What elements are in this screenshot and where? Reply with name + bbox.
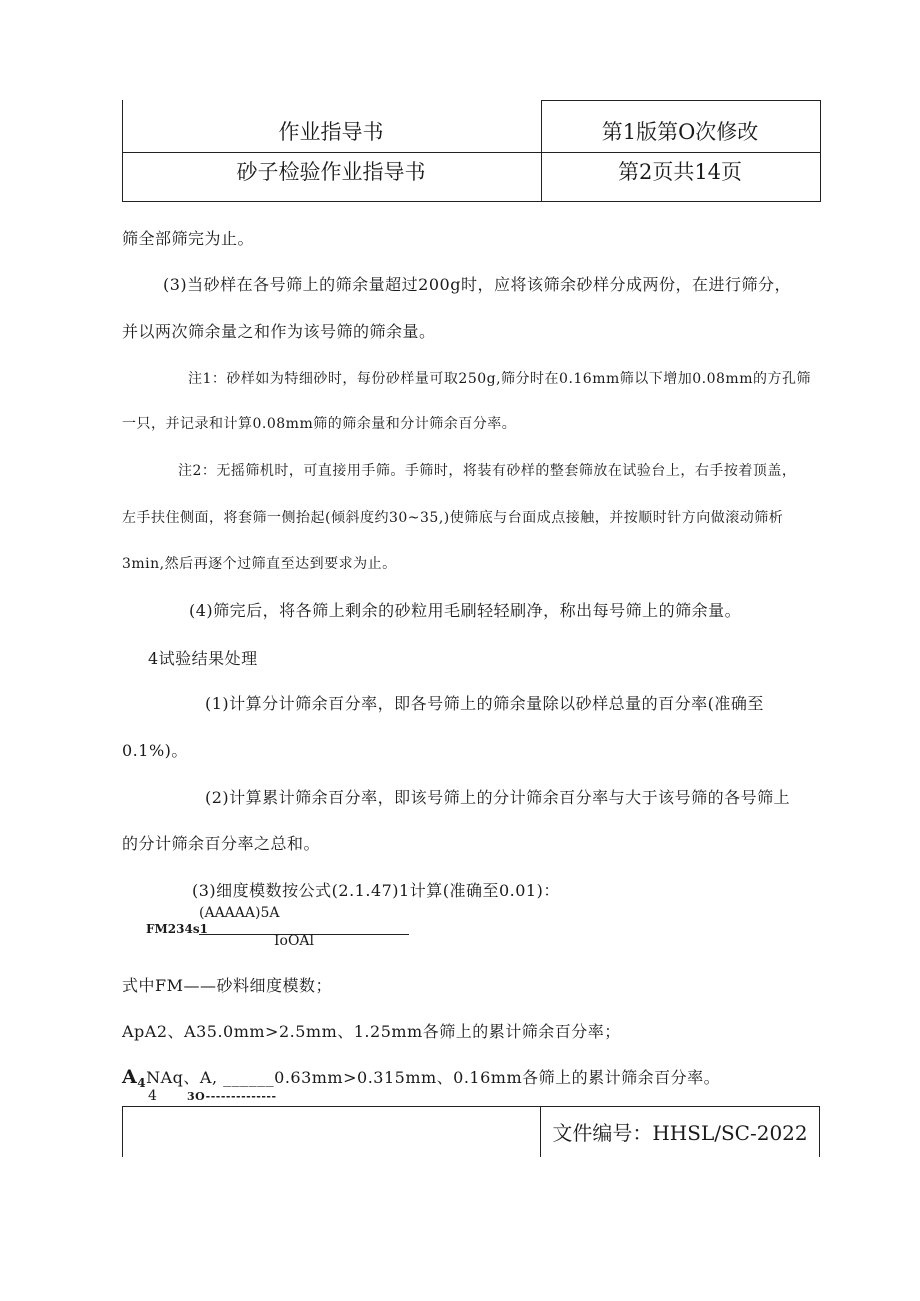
- result3: (3)细度模数按公式(2.1.47)1计算(准确至0.01)：: [192, 881, 560, 900]
- item3-a: (3)当砂样在各号筛上的筛余量超过200g时，应将该筛余砂样分成两份，在进行筛分，: [163, 275, 791, 294]
- note2-b: 左手扶住侧面，将套筛一侧抬起(倾斜度约30~35,)使筛底与台面成点接触，并按顺时针方向做滚动筛析: [122, 510, 784, 526]
- result1-b: 0.1%)。: [122, 741, 188, 760]
- note2-c: 3min,然后再逐个过筛直至达到要求为止。: [122, 556, 397, 572]
- result2-b: 的分计筛余百分率之总和。: [122, 834, 321, 853]
- def-a4-subscript: 4: [137, 1076, 147, 1091]
- note1-b: 一只，并记录和计算0.08mm筛的筛余量和分计筛余百分率。: [122, 416, 517, 432]
- formula-denominator: IoOAl: [274, 933, 315, 949]
- def-a4-a6: [122, 1065, 720, 1090]
- header-page: 第2页共14页: [617, 160, 743, 184]
- section4-heading: 4试验结果处理: [148, 649, 258, 668]
- note2-a: 注2：无摇筛机时，可直接用手筛。手筛时，将装有砂样的整套筛放在试验台上，右手按着顶盖，: [178, 463, 797, 479]
- result1-a: (1)计算分计筛余百分率，即各号筛上的筛余量除以砂样总量的百分率(准确至: [205, 694, 764, 713]
- item3-b: 并以两次筛余量之和作为该号筛的筛余量。: [122, 322, 436, 341]
- def-a4-text: NAq、A, ______0.63mm>0.315mm、0.16mm各筛上的累计筛余百分率。: [146, 1068, 721, 1087]
- header-title: 作业指导书: [278, 120, 384, 144]
- header-top-border: [541, 100, 821, 101]
- header-subtitle: 砂子检验作业指导书: [236, 160, 426, 184]
- note1-a: 注1：砂样如为特细砂时，每份砂样量可取250g,筛分时在0.16mm筛以下增加0.08mm的方孔筛: [188, 371, 811, 387]
- body-line1: 筛全部筛完为止。: [122, 229, 255, 248]
- header-mid-border: [123, 152, 821, 153]
- def-a1-a3: ApA2、A35.0mm>2.5mm、1.25mm各筛上的累计筛余百分率；: [122, 1022, 621, 1041]
- def-a4-symbol: A: [122, 1066, 138, 1088]
- item4: (4)筛完后，将各筛上剩余的砂粒用毛刷轻轻刷净，称出每号筛上的筛余量。: [189, 601, 742, 620]
- footer-left-border: [122, 1107, 123, 1157]
- def-subscript-4: 4: [148, 1088, 158, 1104]
- def-subscript-30: 3O--------------: [187, 1090, 277, 1103]
- def-fm: 式中FM——砂料细度模数；: [122, 976, 332, 995]
- footer-doc-number: 文件编号：HHSL/SC-2022: [552, 1121, 808, 1145]
- result2-a: (2)计算累计筛余百分率，即该号筛上的分计筛余百分率与大于该号筛的各号筛上: [205, 788, 791, 807]
- formula-numerator: (AAAAA)5A: [199, 905, 280, 921]
- header-right-border: [820, 100, 821, 201]
- formula-lhs: FM234s1: [146, 922, 208, 936]
- header-version: 第1版第O次修改: [601, 120, 759, 144]
